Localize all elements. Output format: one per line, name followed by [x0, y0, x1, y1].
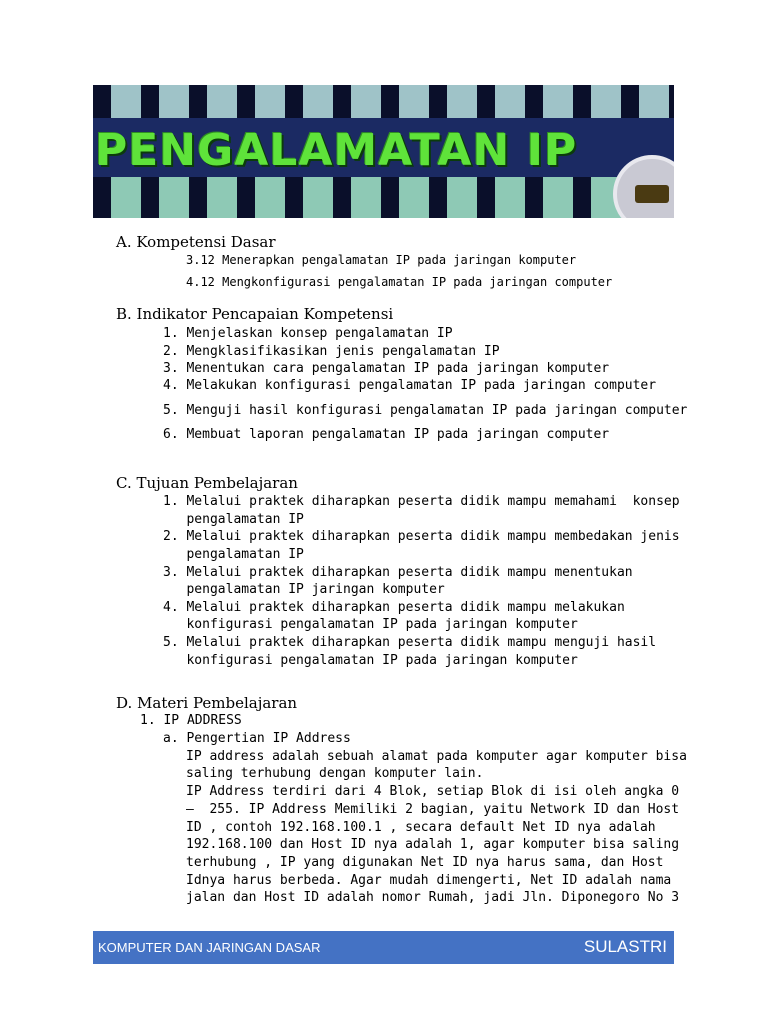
banner-stripe-bottom [93, 177, 674, 218]
section-b-item-5: 5. Menguji hasil konfigurasi pengalamatan IP pada jaringan computer [163, 403, 688, 418]
section-c-line-1: 1. Melalui praktek diharapkan peserta didik mampu memahami konsep [163, 494, 680, 509]
section-a-item-2: 4.12 Mengkonfigurasi pengalamatan IP pada jaringan computer [186, 275, 613, 289]
section-d-line-6: 192.168.100 dan Host ID nya adalah 1, agar komputer bisa saling [186, 837, 680, 852]
section-c-line-8: konfigurasi pengalamatan IP pada jaringan komputer [163, 617, 578, 632]
section-a-item-1: 3.12 Menerapkan pengalamatan IP pada jaringan komputer [186, 253, 577, 267]
section-c-line-3: 2. Melalui praktek diharapkan peserta didik mampu membedakan jenis [163, 529, 680, 544]
section-b-item-1: 1. Menjelaskan konsep pengalamatan IP [163, 326, 453, 341]
footer-subject: KOMPUTER DAN JARINGAN DASAR [98, 940, 321, 955]
banner-image [93, 85, 674, 218]
section-d-item-1: 1. IP ADDRESS [140, 713, 242, 728]
section-d-line-4: – 255. IP Address Memiliki 2 bagian, yaitu Network ID dan Host [186, 802, 680, 817]
section-d-line-3: IP Address terdiri dari 4 Blok, setiap Blok di isi oleh angka 0 [186, 784, 680, 799]
section-d-line-7: terhubung , IP yang digunakan Net ID nya harus sama, dan Host [186, 855, 664, 870]
section-d-line-8: Idnya harus berbeda. Agar mudah dimengerti, Net ID adalah nama [186, 873, 672, 888]
section-b-item-3: 3. Menentukan cara pengalamatan IP pada jaringan komputer [163, 361, 610, 376]
banner-title: PENGALAMATAN IP [95, 125, 578, 176]
section-c-line-6: pengalamatan IP jaringan komputer [163, 582, 445, 597]
section-c-line-9: 5. Melalui praktek diharapkan peserta didik mampu menguji hasil [163, 635, 657, 650]
section-d-heading: D. Materi Pembelajaran [116, 694, 298, 712]
section-b-item-4: 4. Melakukan konfigurasi pengalamatan IP pada jaringan computer [163, 378, 657, 393]
section-b-item-2: 2. Mengklasifikasikan jenis pengalamatan IP [163, 344, 500, 359]
section-d-line-2: saling terhubung dengan komputer lain. [186, 766, 484, 781]
section-c-line-2: pengalamatan IP [163, 512, 304, 527]
section-b-item-6: 6. Membuat laporan pengalamatan IP pada jaringan computer [163, 427, 610, 442]
section-c-line-10: konfigurasi pengalamatan IP pada jaringan komputer [163, 653, 578, 668]
footer-author: SULASTRI [583, 937, 667, 956]
section-d-sub-a: a. Pengertian IP Address [163, 731, 351, 746]
section-c-line-4: pengalamatan IP [163, 547, 304, 562]
section-c-heading: C. Tujuan Pembelajaran [116, 474, 298, 492]
section-d-line-5: ID , contoh 192.168.100.1 , secara default Net ID nya adalah [186, 820, 656, 835]
banner-stripe-top [93, 85, 674, 118]
section-d-line-1: IP address adalah sebuah alamat pada komputer agar komputer bisa [186, 749, 687, 764]
section-b-heading: B. Indikator Pencapaian Kompetensi [116, 305, 394, 323]
emblem-plate [635, 185, 669, 203]
section-c-line-7: 4. Melalui praktek diharapkan peserta didik mampu melakukan [163, 600, 625, 615]
section-c-line-5: 3. Melalui praktek diharapkan peserta didik mampu menentukan [163, 565, 633, 580]
section-d-line-9: jalan dan Host ID adalah nomor Rumah, jadi Jln. Diponegoro No 3 [186, 890, 680, 905]
section-a-heading: A. Kompetensi Dasar [116, 233, 276, 251]
page-footer [93, 931, 674, 964]
